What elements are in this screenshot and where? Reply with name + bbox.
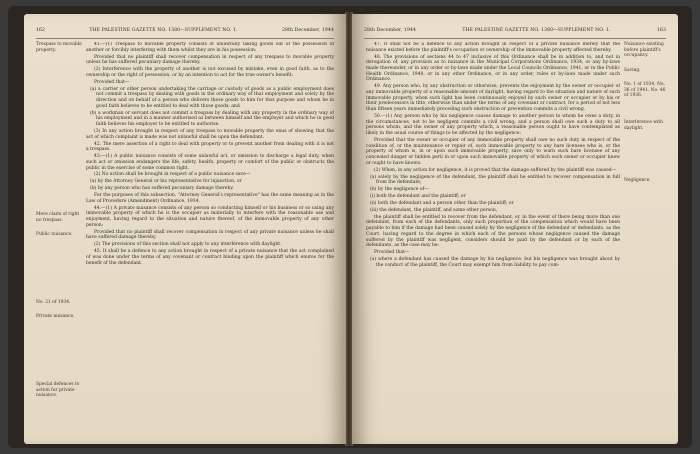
paragraph: (ii) both the defendant and a person other than the plaintiff; or — [370, 200, 514, 206]
paragraph: 41.—(1) Trespass to movable property consists of unlawfully taking goods out of the possession of another or forcibly interfering with them whilst they are in his possession: — [86, 42, 334, 53]
paragraph: Provided that no plaintiff shall recover compensation in respect of any trespass to movable property unless he has suffered pecuniary damage thereby. — [86, 54, 334, 66]
paragraph: the plaintiff shall be entitled to recover from the defendant, or, in the event of there being more than one defendant, from each of the defendants, only such proportion of the compensation which would have been payable to him if the damage had been caused solely by the negligence of the defendant or defendants, as the Court, having regard to the degree in which each of the persons whose negligence caused the damage suffered by the plaintiff was negligent, considers should be paid by the defendant or by each of the defendants, as the case may be: — [366, 214, 620, 249]
right-page-number: 163 — [656, 27, 666, 33]
paragraph: For the purposes of this subsection, "Attorney General's representative" has the same meaning as in the Law of Procedure (Amendment) Ordinance, 1934. — [86, 193, 334, 204]
left-margin-notes — [36, 42, 82, 434]
right-page-header — [364, 24, 666, 39]
right-margin-notes — [624, 42, 670, 434]
paragraph: 48. The provisions of sections 44 to 47 inclusive of this Ordinance shall be in addition to, and not in derogation of, any provision as to nuisance in the Municipal Corporations Ordinance, 1934, or any by-laws made thereunder, or in any order or by-laws made under the Local Councils Ordinance, 1941, or in the Public Health Ordinance, 1940, or in any other Ordinance, or in any order, rules or by-laws made under such Ordinance. — [366, 54, 620, 83]
paragraph: (b) by the negligence of— — [370, 187, 429, 193]
right-running-head: THE PALESTINE GAZETTE NO. 1380—SUPPLEMENT NO. 1. — [462, 27, 611, 33]
left-page-body — [86, 42, 334, 438]
right-page — [352, 14, 678, 444]
paragraph: (b) a workman or servant does not commit a trespass by dealing with any property in the ordinary way of his employment and in a manner authorised as between himself and the employer and which he in good faith believes his employer to be entitled to authorise. — [90, 110, 334, 128]
paragraph: Provided that— — [94, 79, 130, 85]
left-page-date: 28th December, 1944 — [281, 27, 334, 33]
paragraph: (3) In any action brought in respect of any trespass to movable property the onus of showing that the act of which complaint is made was not unlawful shall be upon the defendant. — [86, 128, 334, 140]
paragraph: (2) When, in any action for negligence, it is proved that the damage suffered by the plaintiff was caused— — [374, 167, 617, 173]
paragraph: (b) by any person who has suffered pecuniary damage thereby. — [90, 186, 234, 192]
paragraph: (a) where a defendant has caused the damage by his negligence, but his negligence was brought about by the conduct of the plaintiff, the Court may exempt him from liability to pay com- — [370, 257, 620, 268]
margin-note: Mere claim of right no trespass. — [36, 212, 80, 223]
paragraph: (2) The provisions of this section shall not apply to any interference with daylight. — [94, 242, 282, 248]
paragraph: (a) by the Attorney General or his representative for injunction, or — [90, 179, 242, 185]
paragraph: 43.—(1) A public nuisance consists of some unlawful act, or omission to discharge a legal duty, when such act or omission endangers the life, safety, health, property or comfort of the public or obstructs the public in the exercise of some common right. — [86, 154, 334, 171]
paragraph: 50.—(1) Any person who by his negligence causes damage to another person to whom he owes a duty, in the circumstances, not to be negligent commits a civil wrong; and a person shall owe such a duty to all persons whom, and the owner of any property which, a reasonable person ought to have contemplated as likely in the usual course of things to be affected by the negligence: — [366, 114, 620, 137]
margin-note: Private nuisance. — [36, 314, 75, 319]
paragraph: 45. It shall be a defence to any action brought in respect of a private nuisance that the act complained of was done under the terms of any covenant or contract binding upon the plaintiff which enures for the benefit of the defendant. — [86, 249, 334, 266]
margin-note: No. 21 of 1934. — [36, 300, 71, 305]
paragraph: Provided that— — [374, 250, 410, 256]
left-page — [24, 14, 346, 444]
paragraph: (2) Interference with the property of another is not excused by mistake, even in good faith, as to the ownership or the right of possession, or by an intention to act for the true owner's benefit: — [86, 67, 334, 78]
paragraph: (a) solely by the negligence of the defendant, the plaintiff shall be entitled to recover compensation in full from the defendant; — [370, 174, 620, 186]
margin-note: No. 1 of 1934. No. 36 of 1941. No. 46 of 1936. — [624, 82, 666, 99]
right-page-body — [366, 42, 620, 438]
margin-note: Saving. — [624, 68, 641, 73]
paragraph: 47. It shall not be a defence to any action brought in respect of a private nuisance merely that the nuisance existed before the plaintiff's occupation or ownership of the immovable property affected thereby. — [366, 42, 620, 53]
paragraph: 49. Any person who, by any obstruction or otherwise, prevents the enjoyment by the owner or occupier of any immovable property of a reasonable amount of daylight, having regard to the situation and nature of such immovable property, when such light has been continuously enjoyed by such owner or occupier or by his or their predecessors in title, otherwise than under the terms of any covenant or contract, for a period of not less than fifteen years immediately preceding such obstruction or prevention commits a civil wrong. — [366, 84, 620, 113]
margin-note: Special defences to action for private nuisance. — [36, 382, 80, 399]
left-page-header — [36, 24, 334, 39]
paragraph: 42. The mere assertion of a right to deal with property or to prevent another from dealing with it is not a trespass. — [86, 141, 334, 153]
left-page-number: 162 — [36, 27, 46, 33]
paragraph: (a) a carrier or other person undertaking the carriage or custody of goods as a public employment does not commit a trespass by dealing with goods in the ordinary way of that employment and solely by the direction and on behalf of a person who delivers those goods to him for that purpose and whom he in good faith believes to be entitled to deal with those goods; and — [90, 86, 334, 109]
margin-note: Public nuisance. — [36, 232, 73, 237]
margin-note: Trespass to movable property. — [36, 42, 82, 53]
right-page-date: 28th December, 1944 — [364, 27, 417, 33]
margin-note: Interference with daylight. — [624, 120, 663, 131]
left-running-head: THE PALESTINE GAZETTE NO. 1380—SUPPLEMENT NO. 1. — [89, 27, 238, 33]
open-book — [8, 6, 692, 448]
paragraph: 44.—(1) A private nuisance consists of any person so conducting himself or his business or so using any immovable property of which he is the occupier as materially to interfere with the reasonable use and enjoyment, having regard to the situation and nature thereof, of the immovable property of any other person: — [86, 205, 334, 228]
paragraph: (2) No action shall be brought in respect of a public nuisance save— — [94, 172, 251, 178]
paragraph: (iii) the defendant, the plaintiff, and some other person, — [370, 207, 498, 213]
paragraph: (i) both the defendant and the plaintiff; or — [370, 194, 466, 200]
paragraph: Provided that no plaintiff shall recover compensation in respect of any private nuisance unless he shall have suffered damage thereby. — [86, 229, 334, 241]
paragraph: Provided that the owner or occupier of any immovable property shall owe no such duty in respect of the condition of, or the maintenance or repair of, such immovable property to any bare licensee who is, or the property of whom is, in or upon such immovable property, save only to warn such bare licensee of any concealed danger or hidden peril in or upon such immovable property of which such owner or occupier knew or ought to have known. — [366, 138, 620, 166]
margin-note: Negligence. — [624, 178, 651, 183]
margin-note: Nuisance existing before plaintiff's occupancy. — [624, 42, 664, 59]
